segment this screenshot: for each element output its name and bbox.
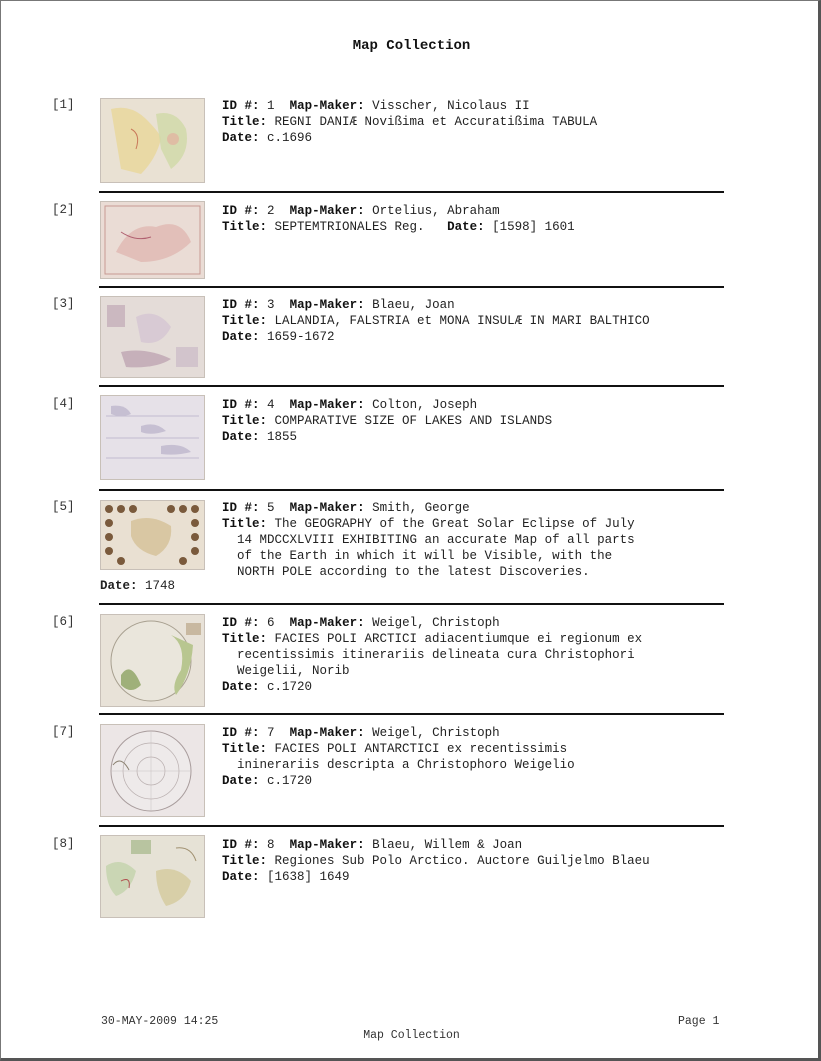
map-thumbnail[interactable] — [100, 500, 205, 570]
entry-number: [2] — [52, 203, 75, 217]
divider — [99, 385, 724, 387]
map-thumbnail[interactable] — [100, 835, 205, 918]
map-thumbnail[interactable] — [100, 614, 205, 707]
page-title: Map Collection — [352, 38, 471, 54]
divider — [99, 713, 724, 715]
entry-number: [4] — [52, 397, 75, 411]
footer-timestamp: 30-MAY-2009 14:25 — [101, 1015, 219, 1028]
map-thumbnail[interactable] — [100, 395, 205, 480]
entry-details: ID #: 6 Map-Maker: Weigel, Christoph Title: FACIES POLI ARCTICI adiacentiumque ei regionum ex recentissimis itinerariis delineata cura Christophori Weigelii, Norib Date: c.1720 — [222, 616, 643, 694]
entry-number: [6] — [52, 615, 75, 629]
footer-page-number: Page 1 — [678, 1015, 720, 1028]
entry-date: Date: 1748 — [100, 579, 176, 593]
map-thumbnail[interactable] — [100, 98, 205, 183]
map-thumbnail[interactable] — [100, 724, 205, 817]
divider — [99, 286, 724, 288]
entry-number: [1] — [52, 98, 75, 112]
entry-details: ID #: 8 Map-Maker: Blaeu, Willem & Joan Title: Regiones Sub Polo Arctico. Auctore Guiljelmo Blaeu Date: [1638] 1649 — [222, 838, 650, 884]
entry-details: ID #: 4 Map-Maker: Colton, Joseph Title: COMPARATIVE SIZE OF LAKES AND ISLANDS Date: 1855 — [222, 398, 553, 444]
entry-details: ID #: 5 Map-Maker: Smith, George Title: The GEOGRAPHY of the Great Solar Eclipse of July 14 MDCCXLVIII EXHIBITING an accurate Map of all parts of the Earth in which it will be Visible, with the NORTH POLE according to the latest Discoveries. — [222, 501, 635, 579]
divider — [99, 603, 724, 605]
entry-details: ID #: 7 Map-Maker: Weigel, Christoph Title: FACIES POLI ANTARCTICI ex recentissimis ininerariis descripta a Christophoro Weigelio Date: c.1720 — [222, 726, 575, 788]
entry-number: [8] — [52, 837, 75, 851]
map-thumbnail[interactable] — [100, 201, 205, 279]
entry-details: ID #: 1 Map-Maker: Visscher, Nicolaus II Title: REGNI DANIÆ Novißima et Accuratißima TABULA Date: c.1696 — [222, 99, 598, 145]
map-thumbnail[interactable] — [100, 296, 205, 378]
divider — [99, 191, 724, 193]
entry-number: [7] — [52, 725, 75, 739]
entry-details: ID #: 2 Map-Maker: Ortelius, Abraham Title: SEPTEMTRIONALES Reg. Date: [1598] 1601 — [222, 204, 575, 234]
entry-number: [3] — [52, 297, 75, 311]
footer-title: Map Collection — [363, 1029, 460, 1042]
divider — [99, 489, 724, 491]
entry-number: [5] — [52, 500, 75, 514]
entry-details: ID #: 3 Map-Maker: Blaeu, Joan Title: LALANDIA, FALSTRIA et MONA INSULÆ IN MARI BALTHICO Date: 1659-1672 — [222, 298, 650, 344]
divider — [99, 825, 724, 827]
